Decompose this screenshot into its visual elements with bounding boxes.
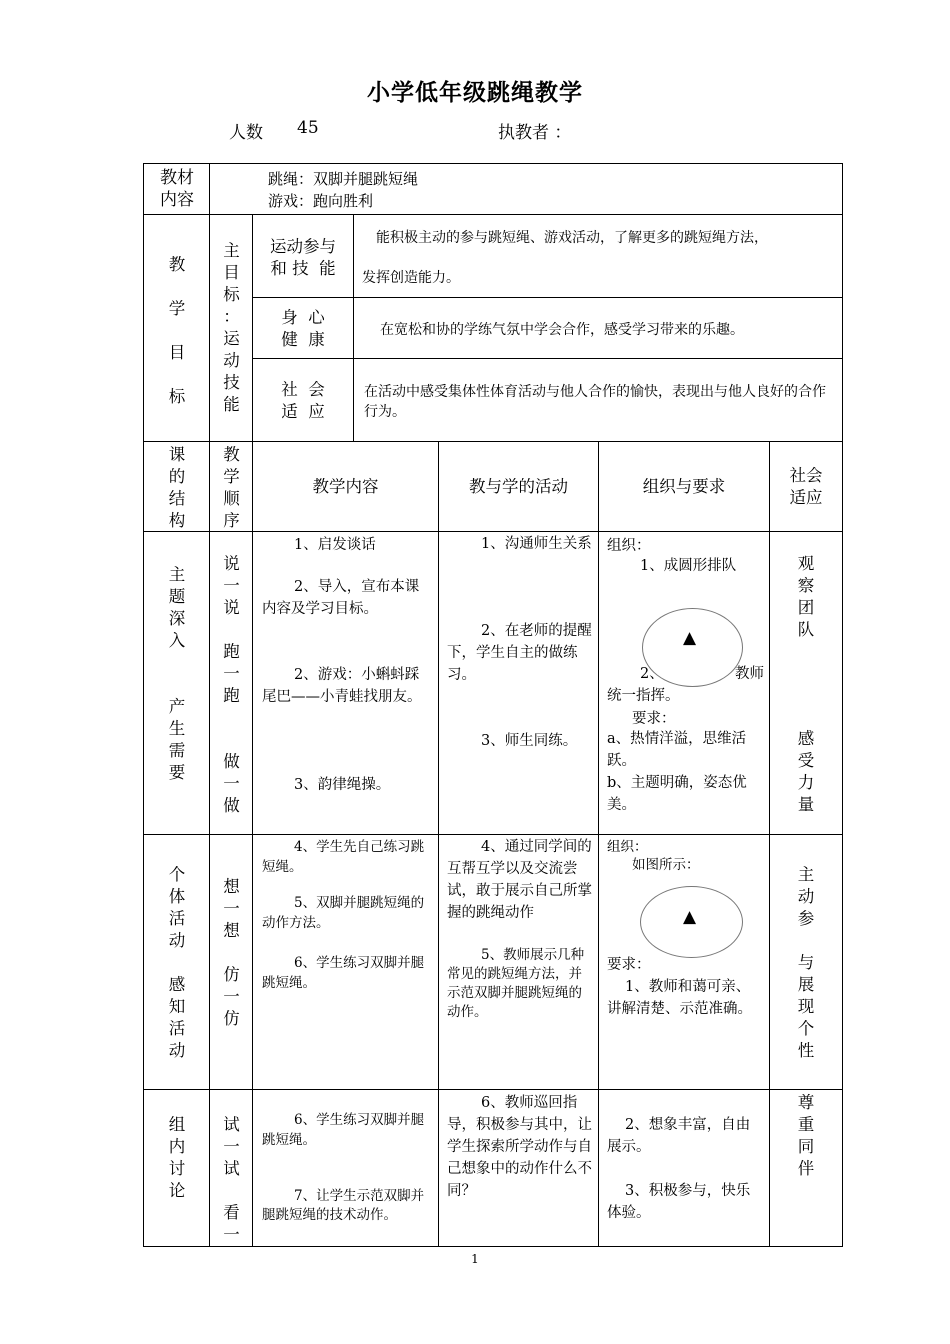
rule bbox=[598, 441, 599, 1247]
s1-activity-1: 1、沟通师生关系 bbox=[481, 536, 592, 552]
teacher-marker-icon: ▲ bbox=[683, 628, 697, 648]
s3-org-2: 3、积极参与，快乐体验。 bbox=[607, 1183, 751, 1221]
rule bbox=[143, 163, 843, 164]
section3-order: 试 一 试 看 一 bbox=[223, 1115, 240, 1244]
s1-content-1: 1、启发谈话 bbox=[294, 537, 376, 553]
s1-org-item2-number: 2、 bbox=[640, 666, 664, 682]
goal-name-health: 身 心 健 康 bbox=[281, 308, 325, 349]
header-structure: 课 的 结 构 bbox=[168, 445, 186, 530]
s1-org-item2-text: 统一指挥。 bbox=[607, 688, 680, 704]
materials-line-1: 跳绳：双脚并腿跳短绳 bbox=[268, 170, 419, 188]
rule bbox=[353, 214, 354, 442]
goal-text-skills-2: 发挥创造能力。 bbox=[362, 270, 460, 286]
section1-structure: 主 题 深 入 产 生 需 要 bbox=[168, 565, 186, 782]
materials-label: 教材 内容 bbox=[160, 168, 194, 210]
s1-content-2: 2、导入，宣布本课内容及学习目标。 bbox=[262, 579, 420, 617]
goal-name-social: 社 会 适 应 bbox=[281, 380, 325, 421]
header-content: 教学内容 bbox=[312, 476, 379, 496]
rule bbox=[438, 441, 439, 1247]
header-organization: 组织与要求 bbox=[642, 476, 726, 496]
goals-label: 教 学 目 标 bbox=[168, 255, 186, 406]
s2-activity-2: 5、教师展示几种常见的跳短绳方法，并示范双脚并腿跳短绳的动作。 bbox=[447, 947, 585, 1020]
s2-content-1: 4、学生先自己练习跳短绳。 bbox=[262, 839, 425, 875]
section2-order: 想 一 想 仿 一 仿 bbox=[223, 877, 240, 1028]
s1-social-top: 观 察 团 队 bbox=[797, 554, 815, 639]
s1-org-item2-teacher: 教师 bbox=[735, 666, 764, 682]
rule bbox=[143, 834, 843, 835]
goals-sub-label: 主 目 标 ： 运 动 技 能 bbox=[223, 241, 240, 414]
rule bbox=[209, 163, 210, 1247]
s2-social: 主 动 参 与 展 现 个 性 bbox=[797, 865, 815, 1060]
s2-req-title: 要求： bbox=[607, 957, 651, 973]
rule bbox=[252, 297, 843, 298]
s2-org-item: 如图所示： bbox=[632, 857, 700, 873]
s2-org-title: 组织： bbox=[607, 839, 648, 855]
rule bbox=[143, 1246, 843, 1247]
s1-org-item: 1、成圆形排队 bbox=[640, 558, 737, 574]
section1-order: 说 一 说 跑 一 跑 做 一 做 bbox=[223, 554, 240, 815]
s2-content-3: 6、学生练习双脚并腿跳短绳。 bbox=[262, 955, 425, 991]
page-number: 1 bbox=[471, 1252, 479, 1266]
s1-req-a: a、热情洋溢，思维活跃。 bbox=[607, 731, 747, 769]
s3-social: 尊 重 同 伴 bbox=[797, 1093, 815, 1178]
rule bbox=[252, 214, 253, 1247]
header-social: 社会 适应 bbox=[789, 465, 823, 507]
s3-activity: 6、教师巡回指导，积极参与其中，让学生探索所学动作与自己想象中的动作什么不同？ bbox=[447, 1095, 592, 1199]
materials-line-2: 游戏：跑向胜利 bbox=[268, 192, 374, 210]
page-title: 小学低年级跳绳教学 bbox=[367, 80, 583, 106]
teacher-marker-icon: ▲ bbox=[683, 907, 697, 927]
section2-structure: 个 体 活 动 感 知 活 动 bbox=[168, 865, 186, 1060]
rule bbox=[842, 163, 843, 1247]
rule bbox=[143, 163, 144, 1247]
s3-content-2: 7、让学生示范双脚并腿跳短绳的技术动作。 bbox=[262, 1188, 425, 1223]
rule bbox=[252, 358, 843, 359]
s3-org-1: 2、想象丰富，自由展示。 bbox=[607, 1117, 751, 1155]
goal-text-health: 在宽松和协的学练气氛中学会合作，感受学习带来的乐趣。 bbox=[380, 322, 744, 338]
section3-structure: 组 内 讨 论 bbox=[168, 1115, 186, 1200]
header-order: 教 学 顺 序 bbox=[223, 445, 240, 530]
s2-content-2: 5、双脚并腿跳短绳的动作方法。 bbox=[262, 895, 425, 931]
s1-req-title: 要求： bbox=[632, 711, 676, 727]
goal-name-skills: 运动参与 和 技 能 bbox=[270, 237, 336, 278]
s1-social-bottom: 感 受 力 量 bbox=[797, 729, 815, 814]
s1-activity-3: 3、师生同练。 bbox=[481, 733, 578, 749]
rule bbox=[143, 1089, 843, 1090]
s2-req-1: 1、教师和蔼可亲、讲解清楚、示范准确。 bbox=[607, 979, 752, 1017]
teacher-label: 执教者 ： bbox=[498, 123, 572, 143]
s2-activity-1: 4、通过同学间的互帮互学以及交流尝试，敢于展示自己所掌握的跳绳动作 bbox=[447, 839, 592, 921]
count-value: 45 bbox=[297, 118, 319, 138]
s1-content-4: 3、韵律绳操。 bbox=[294, 777, 391, 793]
goal-text-skills: 能积极主动的参与跳短绳、游戏活动，了解更多的跳短绳方法， bbox=[376, 230, 768, 246]
s1-org-title: 组织： bbox=[607, 538, 651, 554]
s1-activity-2: 2、在老师的提醒下，学生自主的做练习。 bbox=[447, 623, 592, 683]
s1-content-3: 2、游戏：小蝌蚪踩尾巴——小青蛙找朋友。 bbox=[262, 667, 422, 705]
s3-content-1: 6、学生练习双脚并腿跳短绳。 bbox=[262, 1112, 425, 1148]
s1-req-b: b、主题明确，姿态优美。 bbox=[607, 775, 747, 813]
count-label: 人数 bbox=[229, 123, 263, 143]
goal-text-social: 在活动中感受集体性体育活动与他人合作的愉快，表现出与他人良好的合作行为。 bbox=[364, 384, 826, 420]
rule bbox=[143, 214, 843, 215]
header-activity: 教与学的活动 bbox=[469, 476, 568, 496]
